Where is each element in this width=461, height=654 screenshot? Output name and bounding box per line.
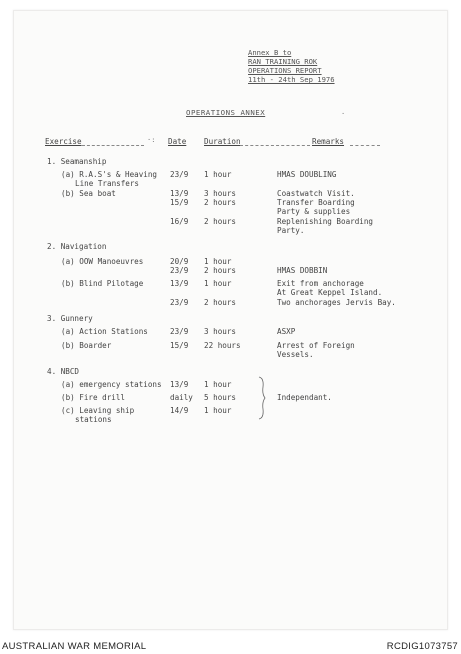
column-header-remarks: Remarks <box>312 137 345 146</box>
column-header-duration: Duration <box>204 137 241 146</box>
remarks-cell: Arrest of Foreign <box>277 341 355 350</box>
date-cell: 13/9 <box>170 189 189 198</box>
exercise-label: (a) OOW Manoeuvres <box>61 257 144 266</box>
date-cell: 14/9 <box>170 406 189 415</box>
exercise-label: (b) Boarder <box>61 341 112 350</box>
brace-mark <box>258 376 266 420</box>
header-line: RAN TRAINING ROK <box>248 57 318 66</box>
exercise-label: stations <box>75 415 112 425</box>
duration-cell: 2 hours <box>204 217 237 226</box>
remarks-cell: ASXP <box>277 327 296 336</box>
duration-cell: 22 hours <box>204 341 241 350</box>
remarks-cell: Party. <box>277 226 305 236</box>
annex-header <box>248 48 335 84</box>
header-rule <box>240 145 310 146</box>
duration-cell: 3 hours <box>204 189 237 198</box>
duration-cell: 5 hours <box>204 393 237 402</box>
remarks-cell: HMAS DOUBLING <box>277 170 337 179</box>
remarks-cell: Vessels. <box>277 350 314 360</box>
header-line: 11th - 24th Sep 1976 <box>248 75 335 84</box>
date-cell: 13/9 <box>170 380 189 389</box>
duration-cell: 1 hour <box>204 279 232 288</box>
duration-cell: 1 hour <box>204 257 232 266</box>
remarks-cell: Two anchorages Jervis Bay. <box>277 298 396 307</box>
stray-mark: · <box>341 110 346 118</box>
duration-cell: 3 hours <box>204 327 237 336</box>
date-cell: 23/9 <box>170 170 189 179</box>
section-heading: 4. NBCD <box>47 367 80 376</box>
exercise-label: (a) emergency stations <box>61 380 162 389</box>
remarks-cell: Replenishing Boarding <box>277 217 374 226</box>
section-heading: 1. Seamanship <box>47 157 107 166</box>
document-title: OPERATIONS ANNEX <box>186 108 266 117</box>
exercise-label: (b) Sea boat <box>61 189 116 198</box>
remarks-cell: At Great Keppel Island. <box>277 288 383 298</box>
column-header-date: Date <box>168 137 187 146</box>
date-cell: 23/9 <box>170 298 189 307</box>
date-cell: daily <box>170 393 193 402</box>
remarks-cell: Independant. <box>277 393 332 402</box>
exercise-label: Line Transfers <box>75 179 140 189</box>
footer-source: AUSTRALIAN WAR MEMORIAL <box>2 641 147 652</box>
date-cell: 23/9 <box>170 266 189 275</box>
date-cell: 23/9 <box>170 327 189 336</box>
remarks-cell: Transfer Boarding <box>277 198 355 207</box>
exercise-label: (b) Blind Pilotage <box>61 279 144 288</box>
date-cell: 13/9 <box>170 279 189 288</box>
exercise-label: (c) Leaving ship <box>61 406 135 415</box>
remarks-cell: Coastwatch Visit. <box>277 189 355 198</box>
duration-cell: 2 hours <box>204 266 237 275</box>
remarks-cell: Party & supplies <box>277 207 351 217</box>
duration-cell: 2 hours <box>204 298 237 307</box>
date-cell: 15/9 <box>170 341 189 350</box>
duration-cell: 2 hours <box>204 198 237 207</box>
section-heading: 2. Navigation <box>47 242 107 251</box>
header-rule <box>350 145 380 146</box>
column-header-exercise: Exercise <box>45 137 82 146</box>
exercise-label: (a) Action Stations <box>61 327 148 336</box>
exercise-label: (b) Fire drill <box>61 393 126 402</box>
date-cell: 16/9 <box>170 217 189 226</box>
header-line: OPERATIONS REPORT <box>248 66 322 75</box>
duration-cell: 1 hour <box>204 380 232 389</box>
header-line: Annex B to <box>248 48 292 57</box>
duration-cell: 1 hour <box>204 170 232 179</box>
exercise-label: (a) R.A.S's & Heaving <box>61 170 158 179</box>
date-cell: 20/9 <box>170 257 189 266</box>
section-heading: 3. Gunnery <box>47 314 93 323</box>
header-rule <box>82 145 144 146</box>
remarks-cell: HMAS DOBBIN <box>277 266 328 275</box>
stray-mark: ·: <box>147 136 156 144</box>
footer-record-id: RCDIG1073757 <box>386 641 458 652</box>
remarks-cell: Exit from anchorage <box>277 279 364 288</box>
duration-cell: 1 hour <box>204 406 232 415</box>
date-cell: 15/9 <box>170 198 189 207</box>
